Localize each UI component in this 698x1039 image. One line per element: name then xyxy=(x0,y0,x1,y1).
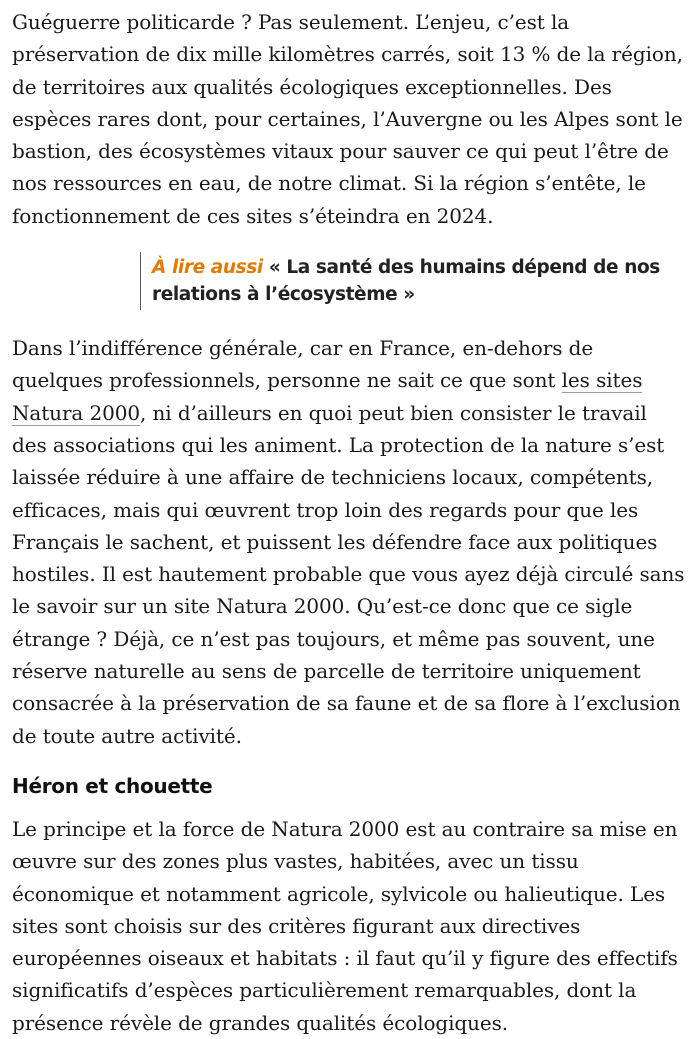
related-article-link[interactable]: « La santé des humains dépend de nos relations à l’écosystème » xyxy=(152,257,660,306)
paragraph-2-text-a: Dans l’indifférence générale, car en France, en-dehors de quelques professionnels, personne ne sait ce que sont xyxy=(12,336,594,393)
paragraph-1: Guéguerre politicarde ? Pas seulement. L’enjeu, c’est la préservation de dix mille kilomètres carrés, soit 13 % de la région, de territoires aux qualités écologiques exceptionnelles. Des espèces rares dont, pour certaines, l’Auvergne ou les Alpes sont le bastion, des écosystèmes vitaux pour sauver ce qui peut l’être de nos ressources en eau, de notre climat. Si la région s’entête, le fonctionnement de ces sites s’éteindra en 2024. xyxy=(12,10,683,228)
section-subheading: Héron et chouette xyxy=(12,773,213,798)
paragraph-3: Le principe et la force de Natura 2000 est au contraire sa mise en œuvre sur des zones plus vastes, habitées, avec un tissu économique et notamment agricole, sylvicole ou halieutique. Les sites sont choisis sur des critères figurant aux directives européennes oiseaux et habitats : il faut qu’il y figure des effectifs significatifs d’espèces particulièrement remarquables, dont la présence révèle de grandes qualités écologiques. xyxy=(12,816,678,1035)
related-kicker: À lire aussi xyxy=(152,257,263,279)
related-article-box[interactable] xyxy=(140,252,686,310)
natura-2000-link[interactable]: les sites Natura 2000 xyxy=(12,368,643,425)
paragraph-2-text-b: , ni d’ailleurs en quoi peut bien consister le travail des associations qui les animent. La protection de la nature s’est laissée réduire à une affaire de techniciens locaux, compétents, efficaces, mais qui œuvrent trop loin des regards pour que les Français le sachent, et puissent les défendre face aux politiques hostiles. Il est hautement probable que vous ayez déjà circulé sans le savoir sur un site Natura 2000. Qu’est-ce donc que ce sigle étrange ? Déjà, ce n’est pas toujours, et même pas souvent, une réserve naturelle au sens de parcelle de territoire uniquement consacrée à la préservation de sa faune et de sa flore à l’exclusion de toute autre activité. xyxy=(12,400,685,748)
paragraph-2 xyxy=(12,332,686,752)
